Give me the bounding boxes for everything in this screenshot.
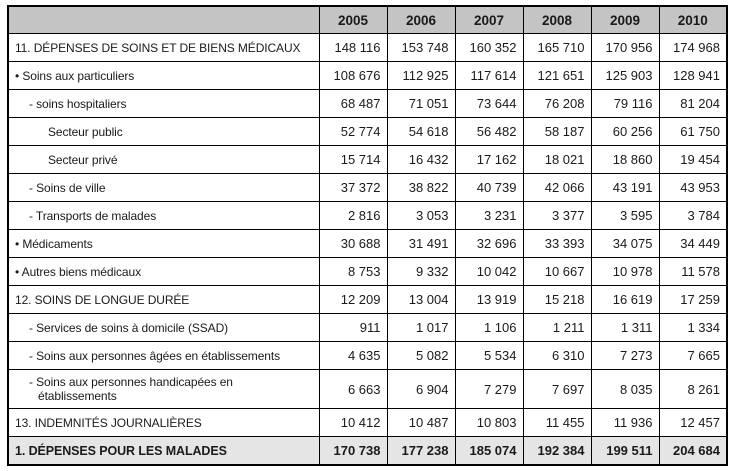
value-cell: 15 218 [523,286,591,314]
table-row [8,34,727,62]
value-cell: 38 822 [387,174,455,202]
value-cell: 8 261 [659,370,727,409]
year-column-header: 2010 [659,6,727,34]
row-label: - Transports de malades [8,202,319,230]
table-row [8,409,727,437]
value-cell: 1 311 [591,314,659,342]
corner-cell [8,6,319,34]
value-cell: 121 651 [523,62,591,90]
value-cell: 18 021 [523,146,591,174]
value-cell: 185 074 [455,437,523,466]
value-cell: 43 191 [591,174,659,202]
value-cell: 199 511 [591,437,659,466]
value-cell: 17 162 [455,146,523,174]
value-cell: 40 739 [455,174,523,202]
value-cell: 76 208 [523,90,591,118]
value-cell: 192 384 [523,437,591,466]
value-cell: 177 238 [387,437,455,466]
value-cell: 7 665 [659,342,727,370]
value-cell: 19 454 [659,146,727,174]
value-cell: 2 816 [319,202,387,230]
value-cell: 68 487 [319,90,387,118]
value-cell: 1 106 [455,314,523,342]
value-cell: 3 053 [387,202,455,230]
row-label: - Soins aux personnes handicapées en établissements [8,370,319,409]
expenses-table [7,5,728,466]
row-label: • Autres biens médicaux [8,258,319,286]
row-label: Secteur privé [8,146,319,174]
value-cell: 52 774 [319,118,387,146]
value-cell: 30 688 [319,230,387,258]
value-cell: 16 432 [387,146,455,174]
value-cell: 6 904 [387,370,455,409]
table-row [8,202,727,230]
row-label: 12. SOINS DE LONGUE DURÉE [8,286,319,314]
value-cell: 174 968 [659,34,727,62]
value-cell: 56 482 [455,118,523,146]
row-label: 1. DÉPENSES POUR LES MALADES [8,437,319,466]
value-cell: 11 578 [659,258,727,286]
value-cell: 3 377 [523,202,591,230]
table-row [8,370,727,409]
value-cell: 165 710 [523,34,591,62]
value-cell: 10 667 [523,258,591,286]
year-column-header: 2007 [455,6,523,34]
value-cell: 54 618 [387,118,455,146]
value-cell: 8 035 [591,370,659,409]
value-cell: 13 919 [455,286,523,314]
value-cell: 4 635 [319,342,387,370]
value-cell: 1 017 [387,314,455,342]
value-cell: 125 903 [591,62,659,90]
value-cell: 12 457 [659,409,727,437]
table-row [8,146,727,174]
value-cell: 170 738 [319,437,387,466]
value-cell: 10 803 [455,409,523,437]
value-cell: 61 750 [659,118,727,146]
value-cell: 1 334 [659,314,727,342]
value-cell: 73 644 [455,90,523,118]
table-row [8,118,727,146]
value-cell: 148 116 [319,34,387,62]
table-row [8,258,727,286]
table-row [8,90,727,118]
row-label: • Médicaments [8,230,319,258]
value-cell: 3 784 [659,202,727,230]
value-cell: 60 256 [591,118,659,146]
value-cell: 12 209 [319,286,387,314]
value-cell: 11 936 [591,409,659,437]
value-cell: 117 614 [455,62,523,90]
year-column-header: 2006 [387,6,455,34]
year-column-header: 2009 [591,6,659,34]
row-label: - Services de soins à domicile (SSAD) [8,314,319,342]
value-cell: 6 310 [523,342,591,370]
value-cell: 16 619 [591,286,659,314]
value-cell: 5 534 [455,342,523,370]
value-cell: 71 051 [387,90,455,118]
value-cell: 18 860 [591,146,659,174]
value-cell: 1 211 [523,314,591,342]
year-column-header: 2005 [319,6,387,34]
value-cell: 81 204 [659,90,727,118]
value-cell: 7 273 [591,342,659,370]
row-label: 11. DÉPENSES DE SOINS ET DE BIENS MÉDICAUX [8,34,319,62]
value-cell: 13 004 [387,286,455,314]
value-cell: 128 941 [659,62,727,90]
value-cell: 9 332 [387,258,455,286]
value-cell: 8 753 [319,258,387,286]
value-cell: 153 748 [387,34,455,62]
value-cell: 37 372 [319,174,387,202]
table-row [8,174,727,202]
value-cell: 160 352 [455,34,523,62]
value-cell: 108 676 [319,62,387,90]
value-cell: 31 491 [387,230,455,258]
value-cell: 3 231 [455,202,523,230]
value-cell: 10 412 [319,409,387,437]
header-row [8,6,727,34]
value-cell: 3 595 [591,202,659,230]
value-cell: 33 393 [523,230,591,258]
row-label: 13. INDEMNITÉS JOURNALIÈRES [8,409,319,437]
value-cell: 32 696 [455,230,523,258]
year-column-header: 2008 [523,6,591,34]
row-label: - soins hospitaliers [8,90,319,118]
value-cell: 34 075 [591,230,659,258]
value-cell: 5 082 [387,342,455,370]
value-cell: 43 953 [659,174,727,202]
row-label: - Soins de ville [8,174,319,202]
value-cell: 204 684 [659,437,727,466]
value-cell: 15 714 [319,146,387,174]
row-label: Secteur public [8,118,319,146]
table-row [8,230,727,258]
table-row [8,62,727,90]
value-cell: 10 978 [591,258,659,286]
value-cell: 34 449 [659,230,727,258]
value-cell: 7 279 [455,370,523,409]
value-cell: 17 259 [659,286,727,314]
value-cell: 10 042 [455,258,523,286]
value-cell: 79 116 [591,90,659,118]
table-row [8,342,727,370]
table-row [8,314,727,342]
row-label: • Soins aux particuliers [8,62,319,90]
value-cell: 7 697 [523,370,591,409]
value-cell: 112 925 [387,62,455,90]
row-label: - Soins aux personnes âgées en établissements [8,342,319,370]
total-row [8,437,727,466]
table-row [8,286,727,314]
value-cell: 42 066 [523,174,591,202]
value-cell: 58 187 [523,118,591,146]
value-cell: 6 663 [319,370,387,409]
value-cell: 911 [319,314,387,342]
value-cell: 170 956 [591,34,659,62]
value-cell: 10 487 [387,409,455,437]
value-cell: 11 455 [523,409,591,437]
